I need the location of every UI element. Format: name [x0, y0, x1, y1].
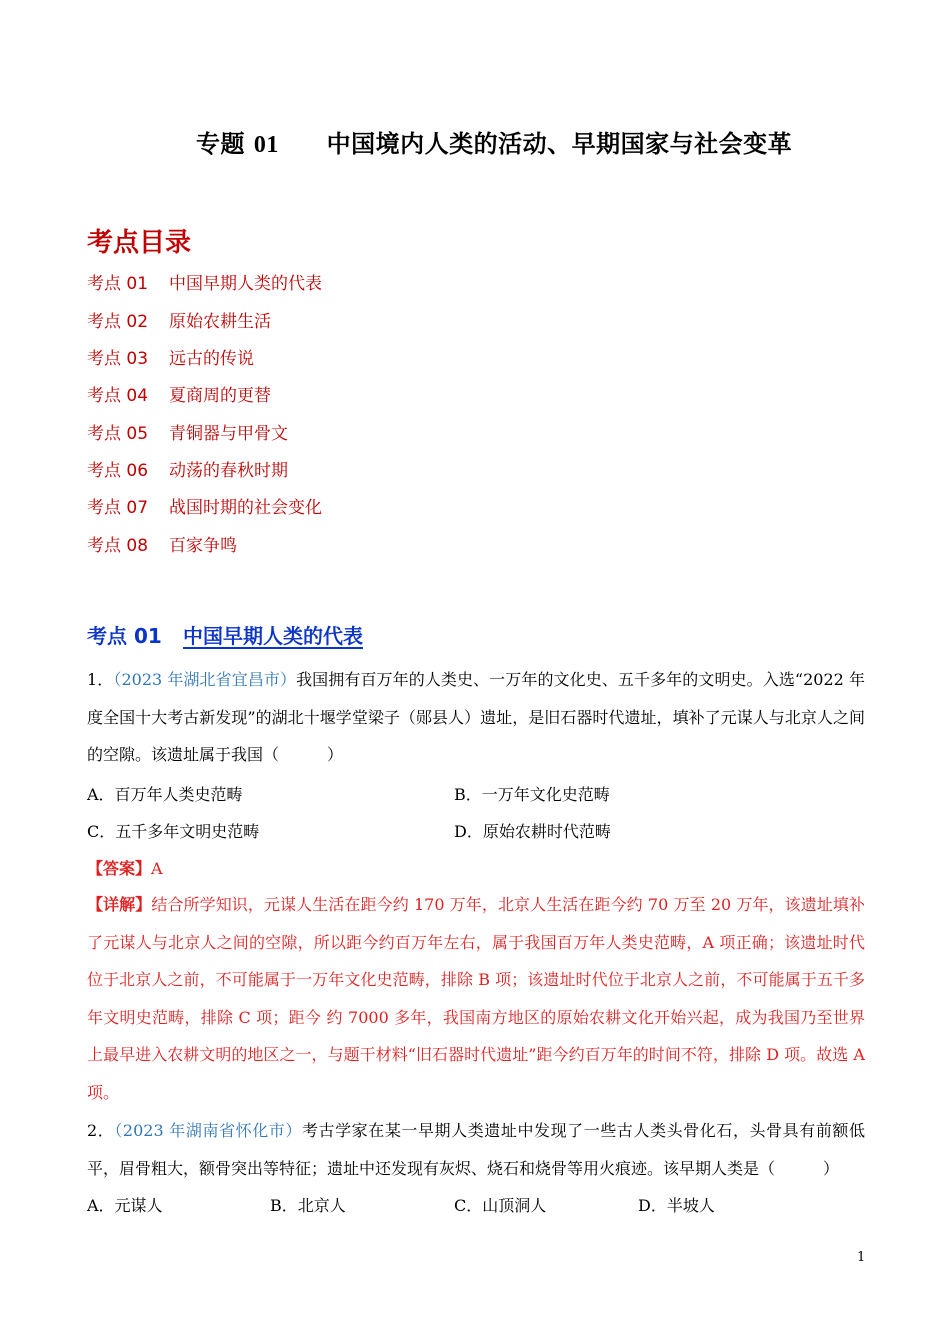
question-1-option-a[interactable]: A．百万年人类史范畴 — [87, 785, 243, 804]
toc-item[interactable]: 考点 07 战国时期的社会变化 — [87, 498, 322, 518]
page-title: 专题 01 中国境内人类的活动、早期国家与社会变革 — [196, 129, 793, 158]
question-1-answer: 【答案】A — [87, 859, 163, 878]
question-2-option-d[interactable]: D．半坡人 — [638, 1196, 715, 1215]
toc-item[interactable]: 考点 08 百家争鸣 — [87, 536, 237, 556]
question-1-detail: 【详解】结合所学知识，元谋人生活在距今约 170 万年，北京人生活在距今约 70 万至 20 万年，该遗址填补了元谋人与北京人之间的空隙，所以距今约百万年左右，属于我国百万年人类史范畴，A 项正确；该遗址时代位于北京人之前，不可能属于一万年文化史范畴，排除 B 项；该遗址时代位于北京人之前，不可能属于五千多年文明史范畴，排除 C 项；距今 约 7000 多年，我国南方地区的原始农耕文化开始兴起，成为我国乃至世界上最早进入农耕文明的地区之一，与题干材料“旧石器时代遗址”距今约百万年的时间不符，排除 D 项。故选 A 项。 — [87, 895, 865, 1102]
question-2-option-c[interactable]: C．山顶洞人 — [454, 1196, 547, 1215]
toc-item[interactable]: 考点 01 中国早期人类的代表 — [87, 274, 322, 294]
toc-item[interactable]: 考点 03 远古的传说 — [87, 349, 254, 369]
question-1-option-d[interactable]: D．原始农耕时代范畴 — [454, 822, 611, 841]
toc-item[interactable]: 考点 02 原始农耕生活 — [87, 312, 271, 332]
question-1-option-b[interactable]: B．一万年文化史范畴 — [454, 785, 610, 804]
toc-item[interactable]: 考点 06 动荡的春秋时期 — [87, 461, 288, 481]
toc-item[interactable]: 考点 04 夏商周的更替 — [87, 386, 271, 406]
question-1-option-c[interactable]: C．五千多年文明史范畴 — [87, 822, 260, 841]
question-1-source: （2023 年湖北省宜昌市） — [113, 670, 297, 689]
toc-item[interactable]: 考点 05 青铜器与甲骨文 — [87, 424, 288, 444]
question-2-option-b[interactable]: B．北京人 — [270, 1196, 346, 1215]
question-2-stem: 2．（2023 年湖南省怀化市）考古学家在某一早期人类遗址中发现了一些古人类头骨化石，头骨具有前额低平，眉骨粗大，额骨突出等特征；遗址中还发现有灰烬、烧石和烧骨等用火痕迹。该早期人类是（ ） — [87, 1121, 865, 1178]
question-2-source: （2023 年湖南省怀化市） — [114, 1121, 302, 1140]
page-number: 1 — [857, 1250, 866, 1265]
question-1-stem: 1．（2023 年湖北省宜昌市）我国拥有百万年的人类史、一万年的文化史、五千多年的文明史。入选“2022 年度全国十大考古新发现”的湖北十堰学堂梁子（郧县人）遗址，是旧石器时代遗址，填补了元谋人与北京人之间的空隙。该遗址属于我国（ ） — [87, 670, 865, 764]
question-2-option-a[interactable]: A．元谋人 — [87, 1196, 163, 1215]
section-heading[interactable]: 考点 01 中国早期人类的代表 — [87, 624, 363, 648]
toc-heading: 考点目录 — [87, 228, 192, 258]
